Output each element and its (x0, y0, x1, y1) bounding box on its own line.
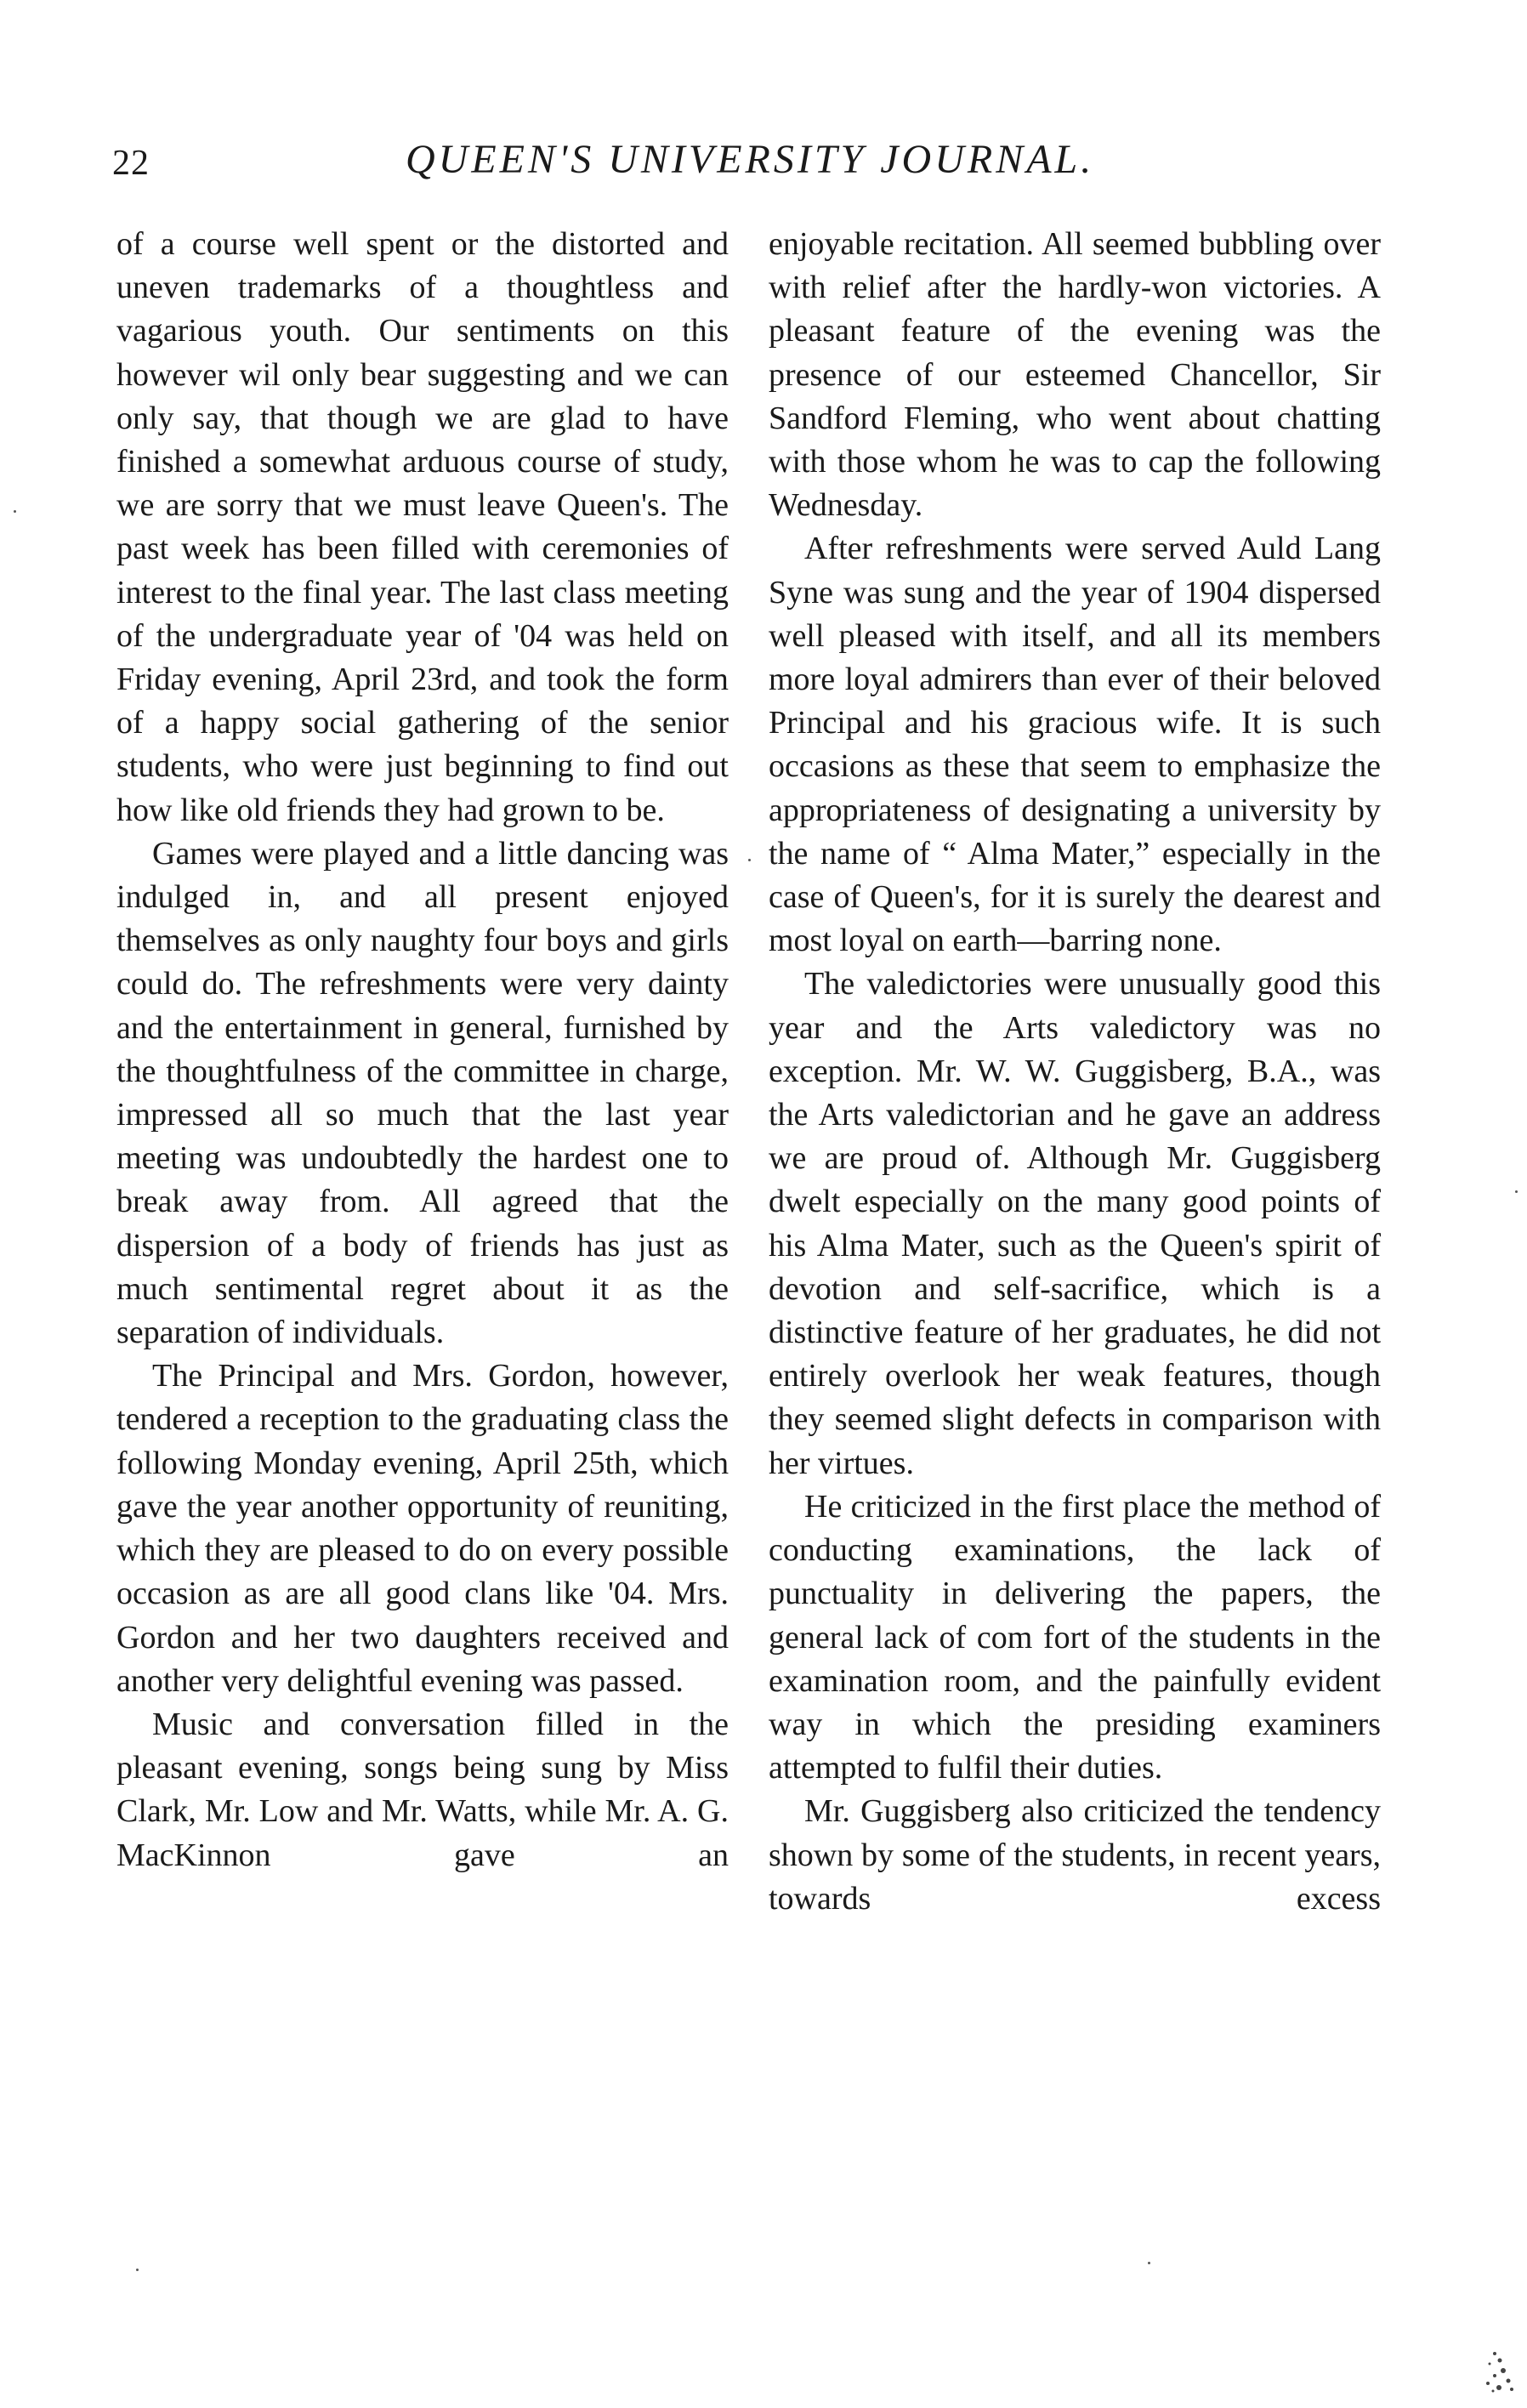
print-speck (14, 510, 16, 513)
paragraph: The valedictories were unusually good this year and the Arts valedictory was no exception. Mr. W. W. Guggisberg, B.A., was the Arts valedictorian and he gave an address we are proud of. Although Mr. Guggisberg dwelt especially on the many good points of his Alma Mater, such as the Queen's spirit of devotion and self-sacrifice, which is a distinctive feature of her graduates, he did not entirely overlook her weak features, though they seemed slight defects in comparison with her virtues. (769, 966, 1381, 1481)
page-header (112, 136, 1388, 187)
paragraph: of a course well spent or the distorted and uneven trademarks of a thoughtless and vagarious youth. Our sentiments on this however wil only bear suggesting and we can only say, that though we are glad to have finished a somewhat arduous course of study, we are sorry that we must leave Queen's. The past week has been filled with ceremonies of interest to the final year. The last class meeting of the undergraduate year of '04 was held on Friday evening, April 23rd, and took the form of a happy social gathering of the senior students, who were just beginning to find out how like old friends they had grown to be. (116, 226, 729, 828)
paragraph: The Principal and Mrs. Gordon, however, tendered a reception to the graduating class the following Monday evening, April 25th, which gave the year another opportunity of reuniting, which they are pleased to do on every possible occasion as are all good clans like '04. Mrs. Gordon and her two daughters received and another very delightful evening was passed. (116, 1358, 729, 1699)
print-speck (748, 859, 751, 861)
print-speck (1148, 2262, 1150, 2264)
paragraph: Games were played and a little dancing was indulged in, and all present enjoyed themselves as only naughty four boys and girls could do. The refreshments were very dainty and the entertainment in general, furnished by the thoughtfulness of the committee in charge, impressed all so much that the last year meeting was undoubtedly the hardest one to break away from. All agreed that the dispersion of a body of friends has just as much sentimental regret about it as the separation of individuals. (116, 835, 729, 1351)
print-speck (1515, 1190, 1518, 1193)
paragraph: Music and conversation filled in the pleasant evening, songs being sung by Miss Clark, Mr. Low and Mr. Watts, while Mr. A. G. MacKinnon gave an (116, 1706, 729, 1873)
paragraph: enjoyable recitation. All seemed bubbling over with relief after the hardly-won victories. A pleasant feature of the evening was the presence of our esteemed Chancellor, Sir Sandford Fleming, who went about chatting with those whom he was to cap the following Wednesday. (769, 226, 1381, 524)
running-title: QUEEN'S UNIVERSITY JOURNAL. (406, 137, 1095, 182)
paragraph: He criticized in the first place the method of conducting examinations, the lack of punctuality in delivering the papers, the general lack of com fort of the students in the examination room, and the painfully evident way in which the presiding examiners attempted to fulfil their duties. (769, 1488, 1381, 1786)
paper-damage-mark (1469, 2337, 1520, 2396)
paragraph: After refreshments were served Auld Lang Syne was sung and the year of 1904 dispersed well pleased with itself, and all its members more loyal admirers than ever of their beloved Principal and his gracious wife. It is such occasions as these that seem to emphasize the appropriateness of designating a university by the name of “ Alma Mater,” especially in the case of Queen's, for it is surely the dearest and most loyal on earth—barring none. (769, 531, 1381, 959)
page-number: 22 (112, 144, 150, 183)
paragraph: Mr. Guggisberg also criticized the tendency shown by some of the students, in recent years, towards excess (769, 1793, 1381, 1917)
print-speck (136, 2269, 139, 2271)
left-column (116, 223, 729, 1877)
right-column (769, 223, 1381, 1921)
